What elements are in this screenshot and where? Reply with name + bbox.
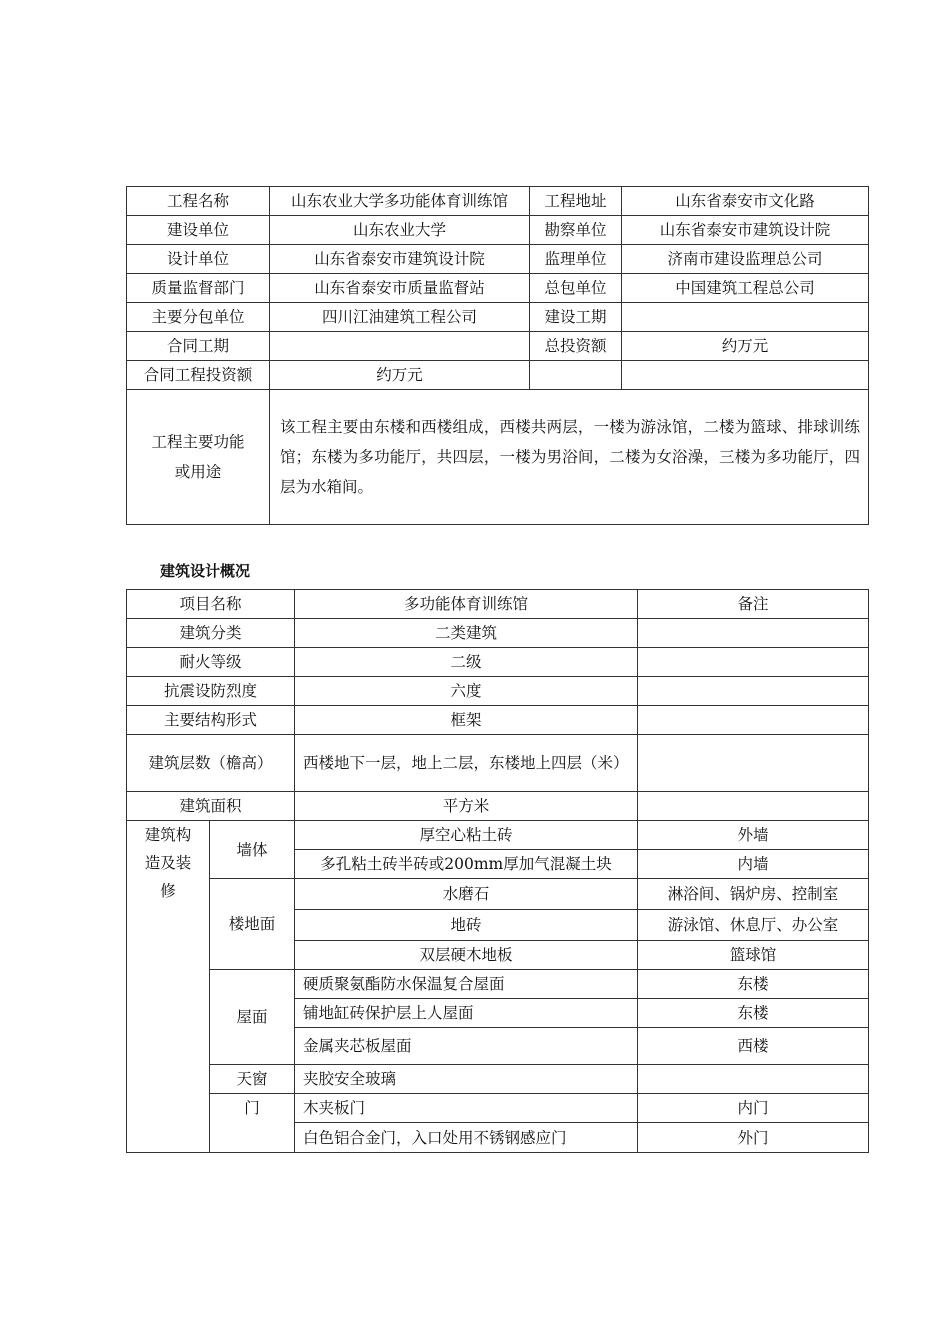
value-cell: 西楼地下一层，地上二层，东楼地上四层（米）	[295, 735, 638, 792]
header-cell: 项目名称	[127, 590, 295, 619]
value-cell: 山东农业大学多功能体育训练馆	[270, 187, 530, 216]
label-cell: 建设工期	[530, 303, 622, 332]
item-cell: 厚空心粘土砖	[295, 821, 638, 850]
value-cell: 四川江油建筑工程公司	[270, 303, 530, 332]
note-cell	[638, 648, 869, 677]
label-cell: 监理单位	[530, 245, 622, 274]
value-cell	[622, 303, 869, 332]
label-cell: 勘察单位	[530, 216, 622, 245]
value-cell: 框架	[295, 706, 638, 735]
item-cell: 双层硬木地板	[295, 941, 638, 970]
value-cell: 约万元	[622, 332, 869, 361]
table-row	[127, 361, 869, 390]
table-row	[127, 735, 869, 792]
label-cell: 设计单位	[127, 245, 270, 274]
label-cell: 主要结构形式	[127, 706, 295, 735]
item-cell: 水磨石	[295, 879, 638, 910]
note-cell	[638, 735, 869, 792]
table-row	[127, 390, 869, 525]
construction-label-cell	[127, 821, 210, 1153]
wall-label: 墙体	[210, 821, 295, 879]
value-cell: 山东省泰安市建筑设计院	[270, 245, 530, 274]
table-row	[127, 1065, 869, 1094]
value-cell: 山东农业大学	[270, 216, 530, 245]
note-cell: 外门	[638, 1123, 869, 1153]
label-cell: 总投资额	[530, 332, 622, 361]
value-cell: 山东省泰安市质量监督站	[270, 274, 530, 303]
table-row	[127, 216, 869, 245]
label-cell: 建筑层数（檐高）	[127, 735, 295, 792]
note-cell	[638, 792, 869, 821]
construction-label-line: 建筑构	[144, 826, 192, 844]
header-cell: 备注	[638, 590, 869, 619]
value-cell	[270, 332, 530, 361]
function-label-line: 或用途	[174, 463, 222, 481]
value-cell: 六度	[295, 677, 638, 706]
table-row	[127, 821, 869, 850]
label-cell: 建筑面积	[127, 792, 295, 821]
item-cell: 硬质聚氨酯防水保温复合屋面	[295, 970, 638, 999]
function-label-line: 工程主要功能	[151, 433, 245, 451]
label-cell: 建筑分类	[127, 619, 295, 648]
note-cell: 游泳馆、休息厅、办公室	[638, 910, 869, 941]
note-cell	[638, 706, 869, 735]
floor-label: 楼地面	[210, 879, 295, 970]
value-cell: 二级	[295, 648, 638, 677]
note-cell: 东楼	[638, 970, 869, 999]
roof-label: 屋面	[210, 970, 295, 1065]
label-cell: 质量监督部门	[127, 274, 270, 303]
table-row	[127, 879, 869, 910]
label-cell: 合同工期	[127, 332, 270, 361]
value-cell: 二类建筑	[295, 619, 638, 648]
item-cell: 地砖	[295, 910, 638, 941]
item-cell: 铺地缸砖保护层上人屋面	[295, 999, 638, 1028]
label-cell: 抗震设防烈度	[127, 677, 295, 706]
label-cell: 工程地址	[530, 187, 622, 216]
label-cell: 主要分包单位	[127, 303, 270, 332]
note-cell	[638, 619, 869, 648]
door-label: 门	[210, 1094, 295, 1153]
section-title: 建筑设计概况	[160, 562, 251, 580]
value-cell: 中国建筑工程总公司	[622, 274, 869, 303]
item-cell: 白色铝合金门，入口处用不锈钢感应门	[295, 1123, 638, 1153]
table-row	[127, 619, 869, 648]
label-cell: 建设单位	[127, 216, 270, 245]
function-text: 该工程主要由东楼和西楼组成，西楼共两层，一楼为游泳馆，二楼为篮球、排球训练馆；东楼为多功能厅，共四层，一楼为男浴间，二楼为女浴澡，三楼为多功能厅，四层为水箱间。	[270, 390, 869, 525]
table-row	[127, 187, 869, 216]
value-cell: 山东省泰安市文化路	[622, 187, 869, 216]
value-cell	[622, 361, 869, 390]
label-cell: 耐火等级	[127, 648, 295, 677]
construction-label-line: 修	[160, 882, 176, 900]
design-table	[126, 589, 869, 1153]
table-row	[127, 706, 869, 735]
table-row	[127, 274, 869, 303]
note-cell	[638, 677, 869, 706]
note-cell: 篮球馆	[638, 941, 869, 970]
table-row	[127, 332, 869, 361]
table-row	[127, 648, 869, 677]
table-row	[127, 970, 869, 999]
note-cell: 淋浴间、锅炉房、控制室	[638, 879, 869, 910]
note-cell: 东楼	[638, 999, 869, 1028]
label-cell: 总包单位	[530, 274, 622, 303]
table-row	[127, 1094, 869, 1123]
project-info-table	[126, 186, 869, 525]
header-cell: 多功能体育训练馆	[295, 590, 638, 619]
value-cell: 山东省泰安市建筑设计院	[622, 216, 869, 245]
item-cell: 多孔粘土砖半砖或200mm厚加气混凝土块	[295, 850, 638, 879]
value-cell: 平方米	[295, 792, 638, 821]
note-cell: 内墙	[638, 850, 869, 879]
note-cell: 西楼	[638, 1028, 869, 1065]
note-cell: 外墙	[638, 821, 869, 850]
label-cell	[530, 361, 622, 390]
value-cell: 济南市建设监理总公司	[622, 245, 869, 274]
function-label-cell	[127, 390, 270, 525]
label-cell: 合同工程投资额	[127, 361, 270, 390]
note-cell	[638, 1065, 869, 1094]
table-row	[127, 245, 869, 274]
value-cell: 约万元	[270, 361, 530, 390]
item-cell: 金属夹芯板屋面	[295, 1028, 638, 1065]
table-row	[127, 677, 869, 706]
item-cell: 木夹板门	[295, 1094, 638, 1123]
label-cell: 工程名称	[127, 187, 270, 216]
item-cell: 夹胶安全玻璃	[295, 1065, 638, 1094]
construction-label-line: 造及装	[144, 854, 192, 872]
note-cell: 内门	[638, 1094, 869, 1123]
skylight-label: 天窗	[210, 1065, 295, 1094]
table-row	[127, 590, 869, 619]
table-row	[127, 792, 869, 821]
table-row	[127, 303, 869, 332]
